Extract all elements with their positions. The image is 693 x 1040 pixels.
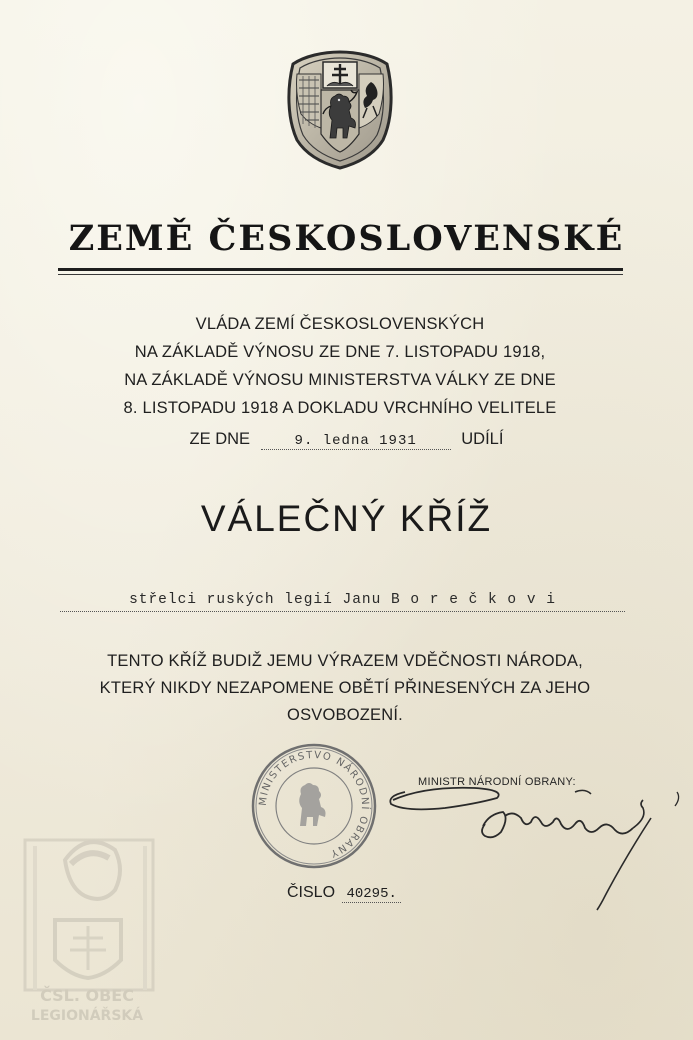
dedication-line: OSVOBOZENÍ. — [287, 706, 403, 724]
dedication-line: TENTO KŘÍŽ BUDIŽ JEMU VÝRAZEM VDĚČNOSTI NÁRODA, — [107, 652, 583, 670]
watermark-line-1: ČSL. OBEC — [40, 986, 134, 1005]
decree-text — [80, 310, 600, 422]
certificate-number-label: ČISLO — [287, 884, 336, 901]
coat-of-arms-icon — [283, 48, 397, 170]
decree-line: NA ZÁKLADĚ VÝNOSU ZE DNE 7. LISTOPADU 1918, — [134, 343, 546, 361]
document-title: ZEMĚ ČESKOSLOVENSKÉ — [68, 218, 625, 259]
recipient-name: střelci ruských legií Janu B o r e č k o v i — [60, 592, 625, 612]
decree-date-value: 9. ledna 1931 — [261, 433, 451, 450]
award-name: VÁLEČNÝ KŘÍŽ — [200, 498, 493, 539]
decree-date-line — [0, 430, 693, 450]
minister-signature — [385, 778, 685, 918]
date-prefix: ZE DNE — [189, 430, 251, 448]
certificate-number-value: 40295. — [342, 886, 400, 903]
ministry-seal-icon — [250, 742, 378, 870]
dedication-line: KTERÝ NIKDY NEZAPOMENE OBĚTÍ PŘINESENÝCH ZA JEHO — [99, 679, 591, 697]
decree-line: 8. LISTOPADU 1918 A DOKLADU VRCHNÍHO VELITELE — [123, 399, 557, 417]
title-underline-thin — [58, 274, 623, 275]
title-underline — [58, 268, 623, 271]
date-suffix: UDÍLÍ — [461, 430, 504, 448]
decree-line: VLÁDA ZEMÍ ČESKOSLOVENSKÝCH — [195, 315, 485, 333]
dedication-text — [70, 648, 620, 729]
certificate-number — [287, 884, 401, 903]
watermark-line-2: LEGIONÁŘSKÁ — [30, 1008, 144, 1024]
minister-label: MINISTR NÁRODNÍ OBRANY: — [418, 776, 576, 788]
decree-line: NA ZÁKLADĚ VÝNOSU MINISTERSTVA VÁLKY ZE DNE — [124, 371, 556, 389]
legionnaire-watermark-logo — [15, 800, 160, 1028]
seal-text: MINISTERSTVO NÁRODNÍ OBRANY — [257, 749, 371, 860]
